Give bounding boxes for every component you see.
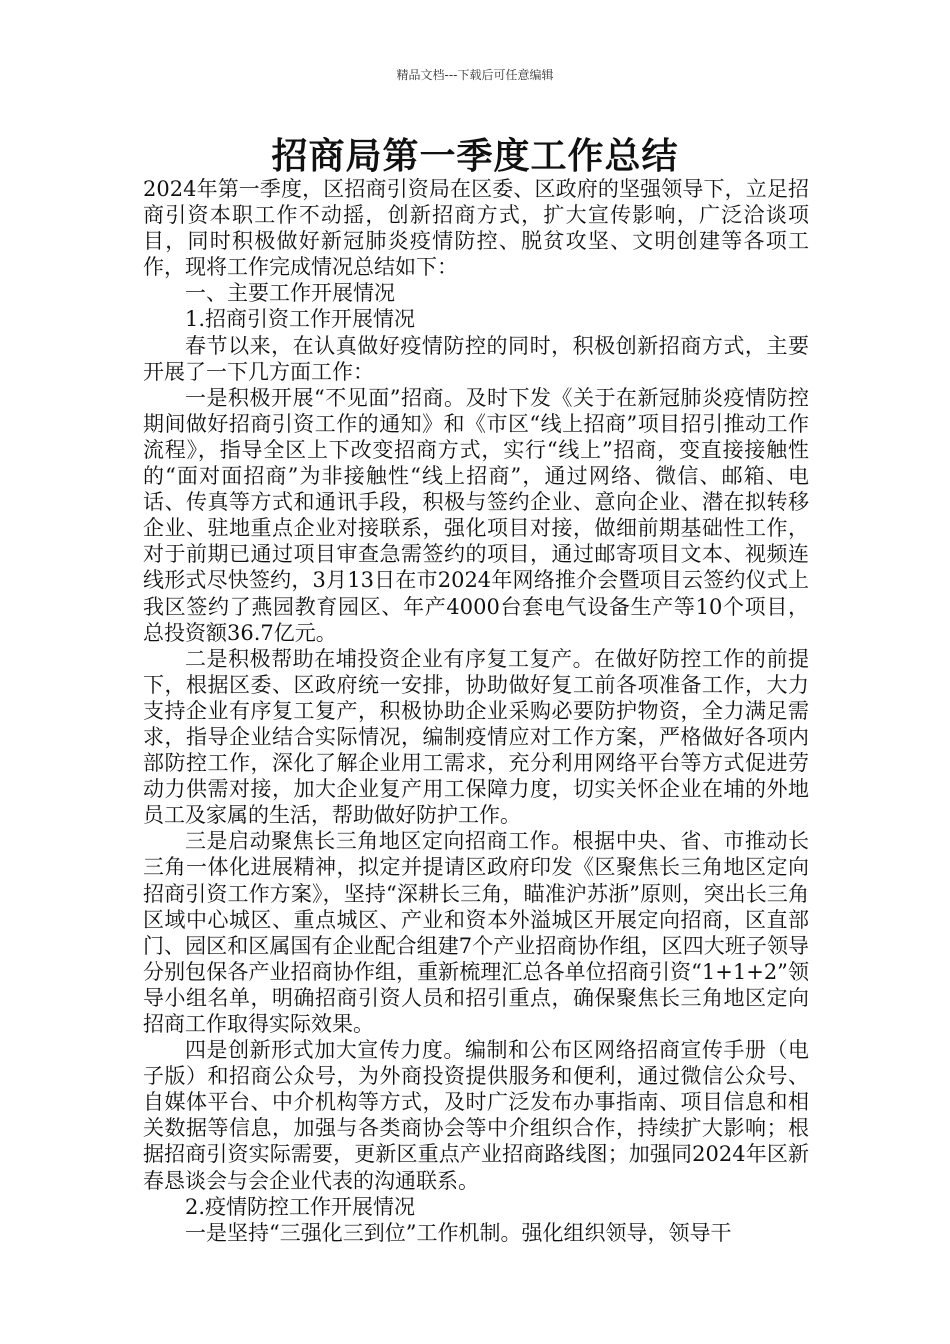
paragraph-intro: 2024年第一季度，区招商引资局在区委、区政府的坚强领导下，立足招商引资本职工作不动摇，创新招商方式，扩大宣传影响，广泛洽谈项目，同时积极做好新冠肺炎疫情防控、脱贫攻坚、文明创建等各项工作，现将工作完成情况总结如下： <box>143 177 809 280</box>
paragraph-spring-festival: 春节以来，在认真做好疫情防控的同时，积极创新招商方式，主要开展了一下几方面工作： <box>143 333 809 384</box>
paragraph-point-four: 四是创新形式加大宣传力度。编制和公布区网络招商宣传手册（电子版）和招商公众号，为外商投资提供服务和便利，通过微信公众号、自媒体平台、中介机构等方式，及时广泛发布办事指南、项目信息和相关数据等信息，加强与各类商协会等中介组织合作，持续扩大影响；根据招商引资实际需要，更新区重点产业招商路线图；加强同2024年区新春恳谈会与会企业代表的沟通联系。 <box>143 1038 809 1193</box>
header-note: 精品文档---下载后可任意编辑 <box>396 68 554 82</box>
document-title: 招商局第一季度工作总结 <box>271 136 679 177</box>
paragraph-epidemic-point-one: 一是坚持“三强化三到位”工作机制。强化组织领导，领导干 <box>185 1220 732 1245</box>
paragraph-point-one: 一是积极开展“不见面”招商。及时下发《关于在新冠肺炎疫情防控期间做好招商引资工作的通知》和《市区“线上招商”项目招引推动工作流程》，指导全区上下改变招商方式，实行“线上”招商，变直接接触性的“面对面招商”为非接触性“线上招商”，通过网络、微信、邮箱、电话、传真等方式和通讯手段，积极与签约企业、意向企业、潜在拟转移企业、驻地重点企业对接联系，强化项目对接，做细前期基础性工作，对于前期已通过项目审查急需签约的项目，通过邮寄项目文本、视频连线形式尽快签约，3月13日在市2024年网络推介会暨项目云签约仪式上我区签约了燕园教育园区、年产4000台套电气设备生产等10个项目，总投资额36.7亿元。 <box>143 385 809 645</box>
paragraph-point-two: 二是积极帮助在埔投资企业有序复工复产。在做好防控工作的前提下，根据区委、区政府统一安排，协助做好复工前各项准备工作，大力支持企业有序复工复产，积极协助企业采购必要防护物资，全力满足需求，指导企业结合实际情况，编制疫情应对工作方案，严格做好各项内部防控工作，深化了解企业用工需求，充分利用网络平台等方式促进劳动力供需对接，加大企业复产用工保障力度，切实关怀企业在埔的外地员工及家属的生活，帮助做好防护工作。 <box>143 646 809 828</box>
subheading-epidemic: 2.疫情防控工作开展情况 <box>185 1194 416 1219</box>
paragraph-point-three: 三是启动聚焦长三角地区定向招商工作。根据中央、省、市推动长三角一体化进展精神，拟定并提请区政府印发《区聚焦长三角地区定向招商引资工作方案》，坚持“深耕长三角，瞄准沪苏浙”原则，突出长三角区域中心城区、重点城区、产业和资本外溢城区开展定向招商，区直部门、园区和区属国有企业配合组建7个产业招商协作组，区四大班子领导分别包保各产业招商协作组，重新梳理汇总各单位招商引资“1+1+2”领导小组名单，明确招商引资人员和招引重点，确保聚焦长三角地区定向招商工作取得实际效果。 <box>143 829 809 1036</box>
document-body <box>143 176 809 1246</box>
section-heading-main-work: 一、主要工作开展情况 <box>185 281 395 306</box>
subheading-investment: 1.招商引资工作开展情况 <box>185 307 416 332</box>
